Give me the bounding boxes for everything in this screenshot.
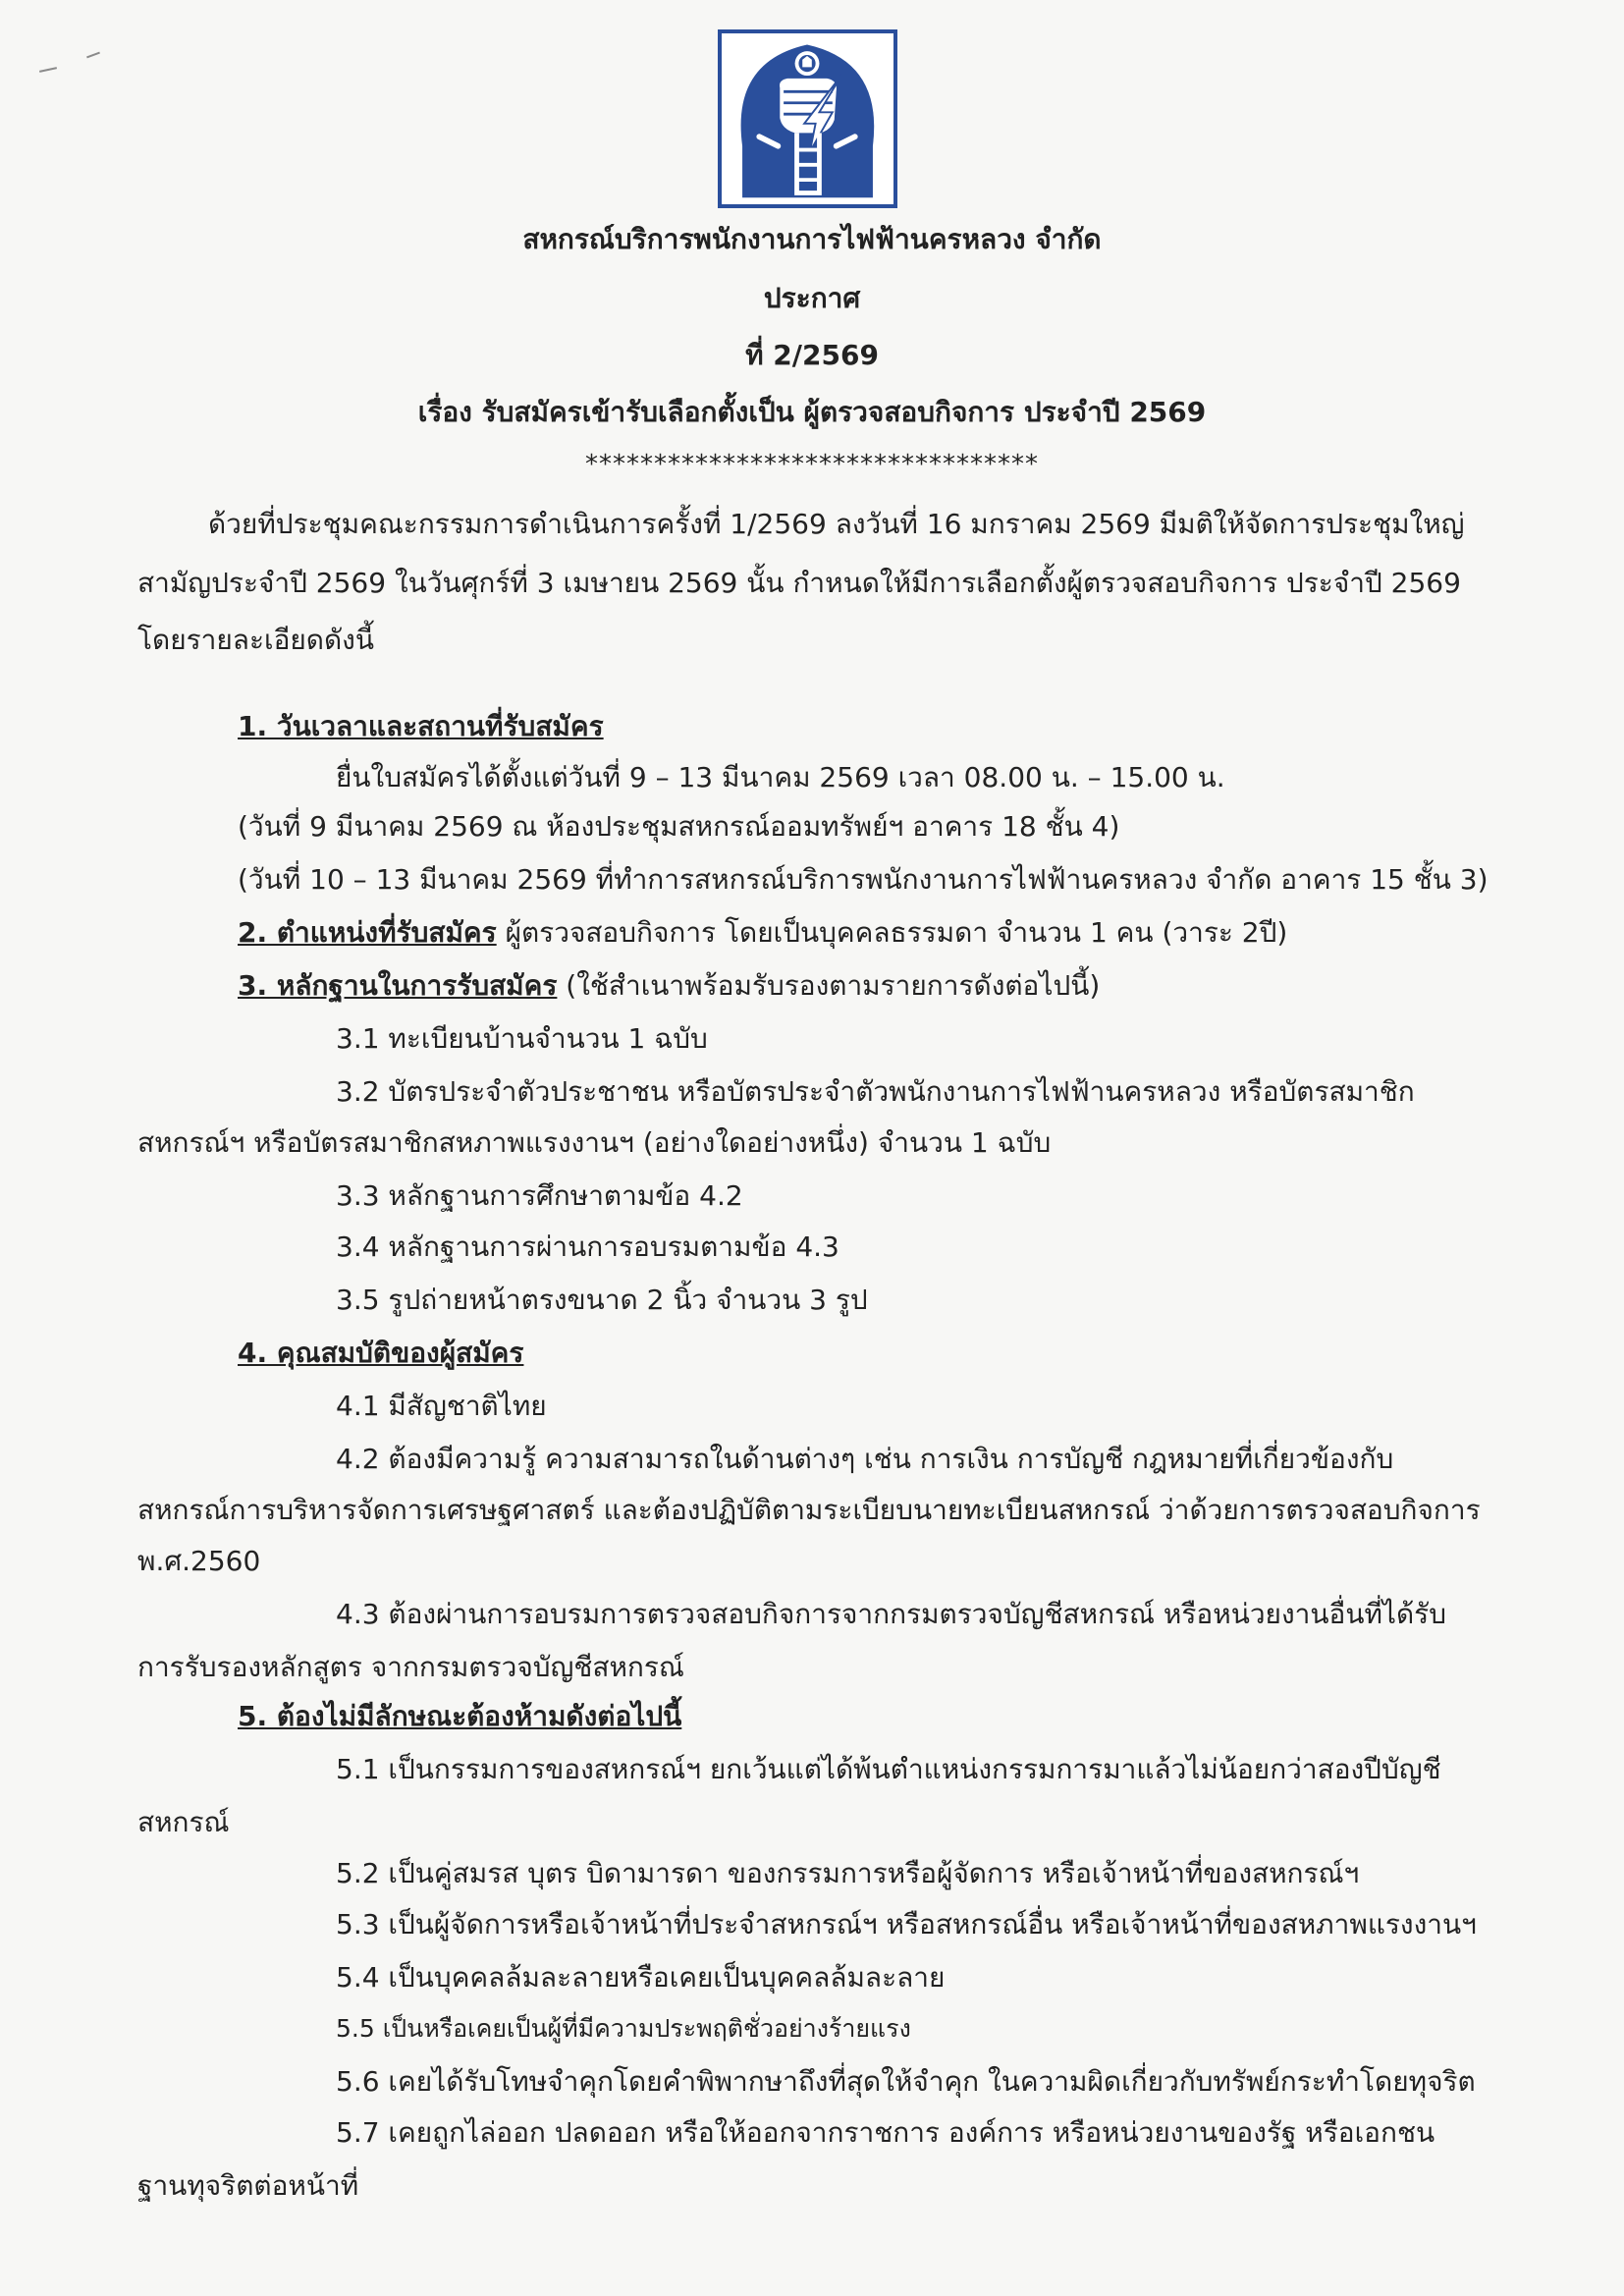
organization-logo — [718, 29, 897, 208]
section-3-item: สหกรณ์ฯ หรือบัตรสมาชิกสหภาพแรงงานฯ (อย่างใดอย่างหนึ่ง) จำนวน 1 ฉบับ — [137, 1126, 1052, 1159]
section-5-item: 5.4 เป็นบุคคลล้มละลายหรือเคยเป็นบุคคลล้มละลาย — [336, 1961, 946, 1994]
section-4-item: การรับรองหลักสูตร จากกรมตรวจบัญชีสหกรณ์ — [137, 1651, 684, 1683]
section-2-text: ผู้ตรวจสอบกิจการ โดยเป็นบุคคลธรรมดา จำนวน 1 คน (วาระ 2ปี) — [496, 916, 1288, 949]
fist-lightning-logo-icon — [722, 33, 893, 204]
section-5-item: 5.3 เป็นผู้จัดการหรือเจ้าหน้าที่ประจำสหกรณ์ฯ หรือสหกรณ์อื่น หรือเจ้าหน้าที่ของสหภาพแรงงานฯ — [336, 1908, 1477, 1941]
intro-line: สามัญประจำปี 2569 ในวันศุกร์ที่ 3 เมษายน 2569 นั้น กำหนดให้มีการเลือกตั้งผู้ตรวจสอบกิจการ ประจำปี 2569 — [137, 567, 1461, 599]
section-1-line: (วันที่ 10 – 13 มีนาคม 2569 ที่ทำการสหกรณ์บริการพนักงานการไฟฟ้านครหลวง จำกัด อาคาร 15 ชั้น 3) — [238, 863, 1489, 896]
document-type: ประกาศ — [763, 282, 861, 314]
section-4-item: พ.ศ.2560 — [137, 1545, 261, 1577]
section-3-text: (ใช้สำเนาพร้อมรับรองตามรายการดังต่อไปนี้) — [557, 969, 1101, 1002]
intro-line: ด้วยที่ประชุมคณะกรรมการดำเนินการครั้งที่ 1/2569 ลงวันที่ 16 มกราคม 2569 มีมติให้จัดการประชุมใหญ่ — [208, 508, 1465, 540]
section-4-title: 4. คุณสมบัติของผู้สมัคร — [238, 1337, 524, 1369]
section-5-item: 5.2 เป็นคู่สมรส บุตร บิดามารดา ของกรรมการหรือผู้จัดการ หรือเจ้าหน้าที่ของสหกรณ์ฯ — [336, 1857, 1360, 1889]
section-1-title: 1. วันเวลาและสถานที่รับสมัคร — [238, 710, 604, 742]
section-2-title: 2. ตำแหน่งที่รับสมัคร — [238, 916, 497, 949]
document-number: ที่ 2/2569 — [745, 339, 879, 371]
section-3-item: 3.3 หลักฐานการศึกษาตามข้อ 4.2 — [336, 1179, 743, 1212]
section-5-item: ฐานทุจริตต่อหน้าที่ — [137, 2169, 359, 2202]
section-5-item: 5.1 เป็นกรรมการของสหกรณ์ฯ ยกเว้นแต่ได้พ้นตำแหน่งกรรมการมาแล้วไม่น้อยกว่าสองปีบัญชี — [336, 1753, 1441, 1785]
section-3-title: 3. หลักฐานในการรับสมัคร — [238, 969, 558, 1002]
section-5-item: 5.7 เคยถูกไล่ออก ปลดออก หรือให้ออกจากราชการ องค์การ หรือหน่วยงานของรัฐ หรือเอกชน — [336, 2116, 1435, 2149]
separator-line: ********************************* — [585, 450, 1039, 479]
section-5-item: สหกรณ์ — [137, 1806, 230, 1838]
section-4-item: 4.1 มีสัญชาติไทย — [336, 1390, 547, 1422]
section-3-item: 3.1 ทะเบียนบ้านจำนวน 1 ฉบับ — [336, 1022, 708, 1055]
section-3-item: 3.5 รูปถ่ายหน้าตรงขนาด 2 นิ้ว จำนวน 3 รูป — [336, 1284, 868, 1316]
section-2 — [238, 911, 1287, 955]
intro-line: โดยรายละเอียดดังนี้ — [137, 624, 374, 656]
section-1-line: (วันที่ 9 มีนาคม 2569 ณ ห้องประชุมสหกรณ์ออมทรัพย์ฯ อาคาร 18 ชั้น 4) — [238, 810, 1120, 843]
section-4-item: สหกรณ์การบริหารจัดการเศรษฐศาสตร์ และต้องปฏิบัติตามระเบียบนายทะเบียนสหกรณ์ ว่าด้วยการตรวจสอบกิจการ — [137, 1494, 1481, 1526]
section-5-item: 5.5 เป็นหรือเคยเป็นผู้ที่มีความประพฤติชั่วอย่างร้ายแรง — [336, 2014, 911, 2043]
section-4-item: 4.3 ต้องผ่านการอบรมการตรวจสอบกิจการจากกรมตรวจบัญชีสหกรณ์ หรือหน่วยงานอื่นที่ได้รับ — [336, 1598, 1446, 1630]
section-3 — [238, 964, 1100, 1008]
scan-speck — [39, 67, 57, 73]
section-5-item: 5.6 เคยได้รับโทษจำคุกโดยคำพิพากษาถึงที่สุดให้จำคุก ในความผิดเกี่ยวกับทรัพย์กระทำโดยทุจริต — [336, 2065, 1476, 2098]
section-5-title: 5. ต้องไม่มีลักษณะต้องห้ามดังต่อไปนี้ — [238, 1700, 682, 1732]
section-3-item: 3.2 บัตรประจำตัวประชาชน หรือบัตรประจำตัวพนักงานการไฟฟ้านครหลวง หรือบัตรสมาชิก — [336, 1075, 1415, 1108]
document-subject: เรื่อง รับสมัครเข้ารับเลือกตั้งเป็น ผู้ตรวจสอบกิจการ ประจำปี 2569 — [417, 396, 1207, 428]
section-3-item: 3.4 หลักฐานการผ่านการอบรมตามข้อ 4.3 — [336, 1230, 839, 1263]
scan-speck — [86, 52, 100, 59]
section-1-line: ยื่นใบสมัครได้ตั้งแต่วันที่ 9 – 13 มีนาคม 2569 เวลา 08.00 น. – 15.00 น. — [336, 761, 1225, 793]
organization-name: สหกรณ์บริการพนักงานการไฟฟ้านครหลวง จำกัด — [522, 223, 1102, 255]
section-4-item: 4.2 ต้องมีความรู้ ความสามารถในด้านต่างๆ เช่น การเงิน การบัญชี กฎหมายที่เกี่ยวข้องกับ — [336, 1443, 1394, 1475]
